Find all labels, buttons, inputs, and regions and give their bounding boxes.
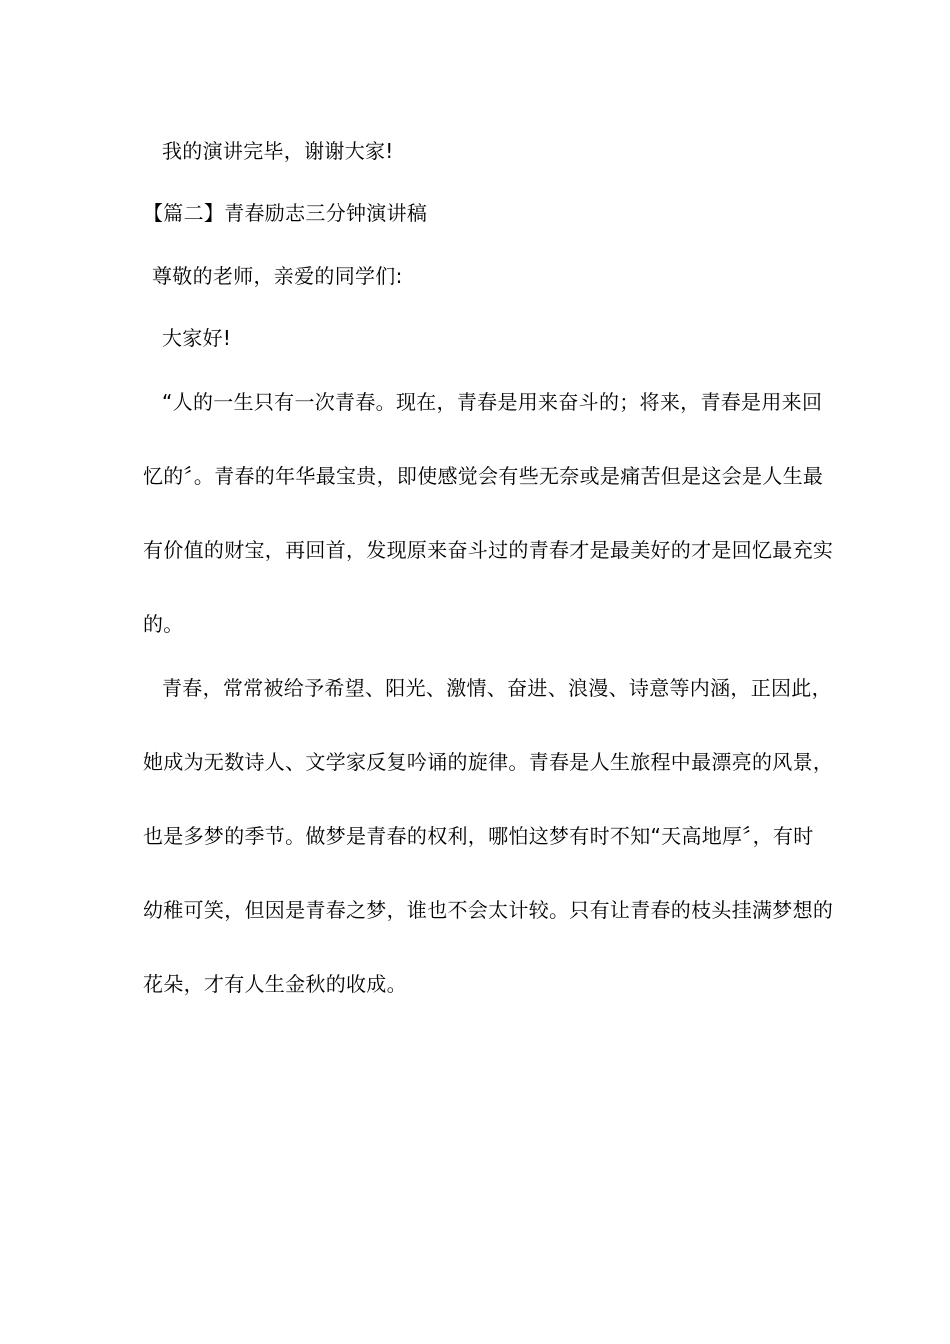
paragraph2-line: 青春，常常被给予希望、阳光、激情、奋进、浪漫、诗意等内涵，正因此， bbox=[162, 676, 832, 700]
paragraph2-line: 花朵，才有人生金秋的收成。 bbox=[143, 972, 407, 996]
salutation: 尊敬的老师，亲爱的同学们: bbox=[152, 264, 403, 288]
paragraph1-line: 有价值的财宝，再回首，发现原来奋斗过的青春才是最美好的才是回忆最充实 bbox=[143, 538, 834, 562]
paragraph1-line: 的。 bbox=[143, 612, 184, 636]
paragraph2-line: 她成为无数诗人、文学家反复吟诵的旋律。青春是人生旅程中最漂亮的风景， bbox=[143, 750, 834, 774]
closing-line: 我的演讲完毕，谢谢大家! bbox=[162, 139, 394, 163]
paragraph1-line: 忆的〞。青春的年华最宝贵，即使感觉会有些无奈或是痛苦但是这会是人生最 bbox=[143, 464, 824, 488]
section-title: 【篇二】青春励志三分钟演讲稿 bbox=[143, 201, 428, 225]
paragraph1-line: “人的一生只有一次青春。现在，青春是用来奋斗的；将来，青春是用来回 bbox=[162, 390, 823, 414]
paragraph2-line: 幼稚可笑，但因是青春之梦，谁也不会太计较。只有让青春的枝头挂满梦想的 bbox=[143, 898, 834, 922]
paragraph2-line: 也是多梦的季节。做梦是青春的权利，哪怕这梦有时不知“天高地厚〞，有时 bbox=[143, 824, 814, 848]
greeting: 大家好! bbox=[162, 326, 232, 350]
